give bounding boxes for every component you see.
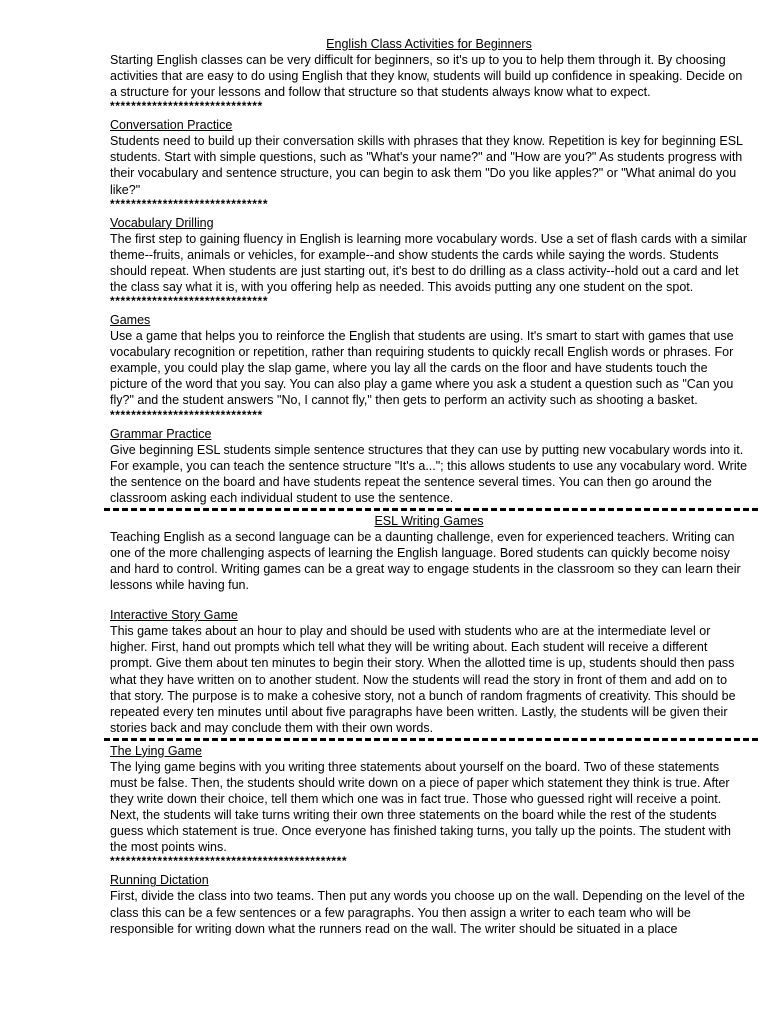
star-separator: *****************************	[110, 407, 263, 422]
story-game-paragraph: This game takes about an hour to play and should be used with students who are at the intermediate level or higher. First, hand out prompts which tell what they will be writing about. Each student will receive a different prompt. Give them about ten minutes to begin their story. When the allotted time is up, students should then pass what they have written on to another student. Now the students will read the story in front of them and add on to that story. The purpose is to make a cohesive story, not a bunch of random fragments of creativity. This should be repeated every ten minutes until about five paragraphs have been written. Lastly, the students will be given their stories back and may conclude them with their own words.	[110, 624, 736, 735]
dashed-divider	[104, 738, 758, 741]
lying-game-paragraph: The lying game begins with you writing three statements about yourself on the board. Two of these statements must be false. Then, the students should write down on a piece of paper which statement they think is true. After they write down their choice, tell them which one was in fact true. Those who guessed right will receive a point. Next, the students will take turns writing their own three statements on the board while the rest of the students guess which statement is true. Once everyone has finished taking turns, you tally up the points. The student with the most points wins.	[110, 759, 731, 855]
star-separator: *****************************	[110, 99, 263, 114]
games-heading: Games	[110, 313, 151, 328]
conversation-heading: Conversation Practice	[110, 118, 233, 133]
dictation-heading: Running Dictation	[110, 873, 209, 888]
lying-game-heading: The Lying Game	[110, 743, 202, 758]
conversation-paragraph: Students need to build up their conversation skills with phrases that they know. Repetition is key for beginning ESL students. Start with simple questions, such as "What's your name?" and "How are you?" As students progress with their vocabulary and sentence structure, you can begin to ask them "Do you like apples?" or "What animal do you like?"	[110, 134, 743, 197]
dashed-divider	[104, 508, 758, 511]
blank-line	[110, 593, 748, 607]
grammar-heading: Grammar Practice	[110, 426, 212, 441]
dictation-paragraph: First, divide the class into two teams. Then put any words you choose up on the wall. Depending on the level of the class this can be a few sentences or a few paragraphs. You then assign a writer to each team who will be responsible for writing down what the runners read on the wall. The writer should be situated in a place	[110, 889, 745, 936]
writing-games-heading: ESL Writing Games	[374, 513, 484, 528]
grammar-paragraph: Give beginning ESL students simple sentence structures that they can use by putting new vocabulary words into it. For example, you can teach the sentence structure "It's a..."; this allows students to use any vocabulary word. Write the sentence on the board and have students repeat the sentence several times. You can then go around the classroom asking each individual student to use the sentence.	[110, 442, 748, 505]
intro-paragraph: Starting English classes can be very difficult for beginners, so it's up to you to help them through it. By choosing activities that are easy to do using English that they know, students will build up confidence in speaking. Decide on a structure for your lessons and follow that structure so that students always know what to expect.	[110, 53, 743, 100]
star-separator: ******************************	[110, 196, 269, 211]
vocabulary-heading: Vocabulary Drilling	[110, 215, 214, 230]
story-game-heading: Interactive Story Game	[110, 608, 238, 623]
games-paragraph: Use a game that helps you to reinforce the English that students are using. It's smart to start with games that use vocabulary recognition or repetition, rather than requiring students to quickly recall English words or phrases. For example, you could play the slap game, where you lay all the cards on the floor and have students touch the picture of the word that you say. You can also play a game where you ask a student a question such as "Can you fly?" and the student answers "No, I cannot fly," then gets to perform an activity such as shooting a basket.	[110, 329, 734, 408]
document-title: English Class Activities for Beginners	[326, 37, 532, 51]
writing-games-paragraph: Teaching English as a second language can be a daunting challenge, even for experienced teachers. Writing can one of the more challenging aspects of learning the English language. Bored students can quickly become noisy and hard to control. Writing games can be a great way to engage students in the classroom so they can learn their lessons while having fun.	[110, 529, 741, 593]
star-separator: *********************************************	[110, 854, 348, 869]
vocabulary-paragraph: The first step to gaining fluency in English is learning more vocabulary words. Use a set of flash cards with a similar theme--fruits, animals or vehicles, for example--and show students the cards while saying the words. Students should repeat. When students are just starting out, it's best to do drilling as a class activity--hold out a card and let the class say what it is, with you offering help as needed. This avoids putting any one student on the spot.	[110, 231, 748, 294]
star-separator: ******************************	[110, 294, 269, 309]
